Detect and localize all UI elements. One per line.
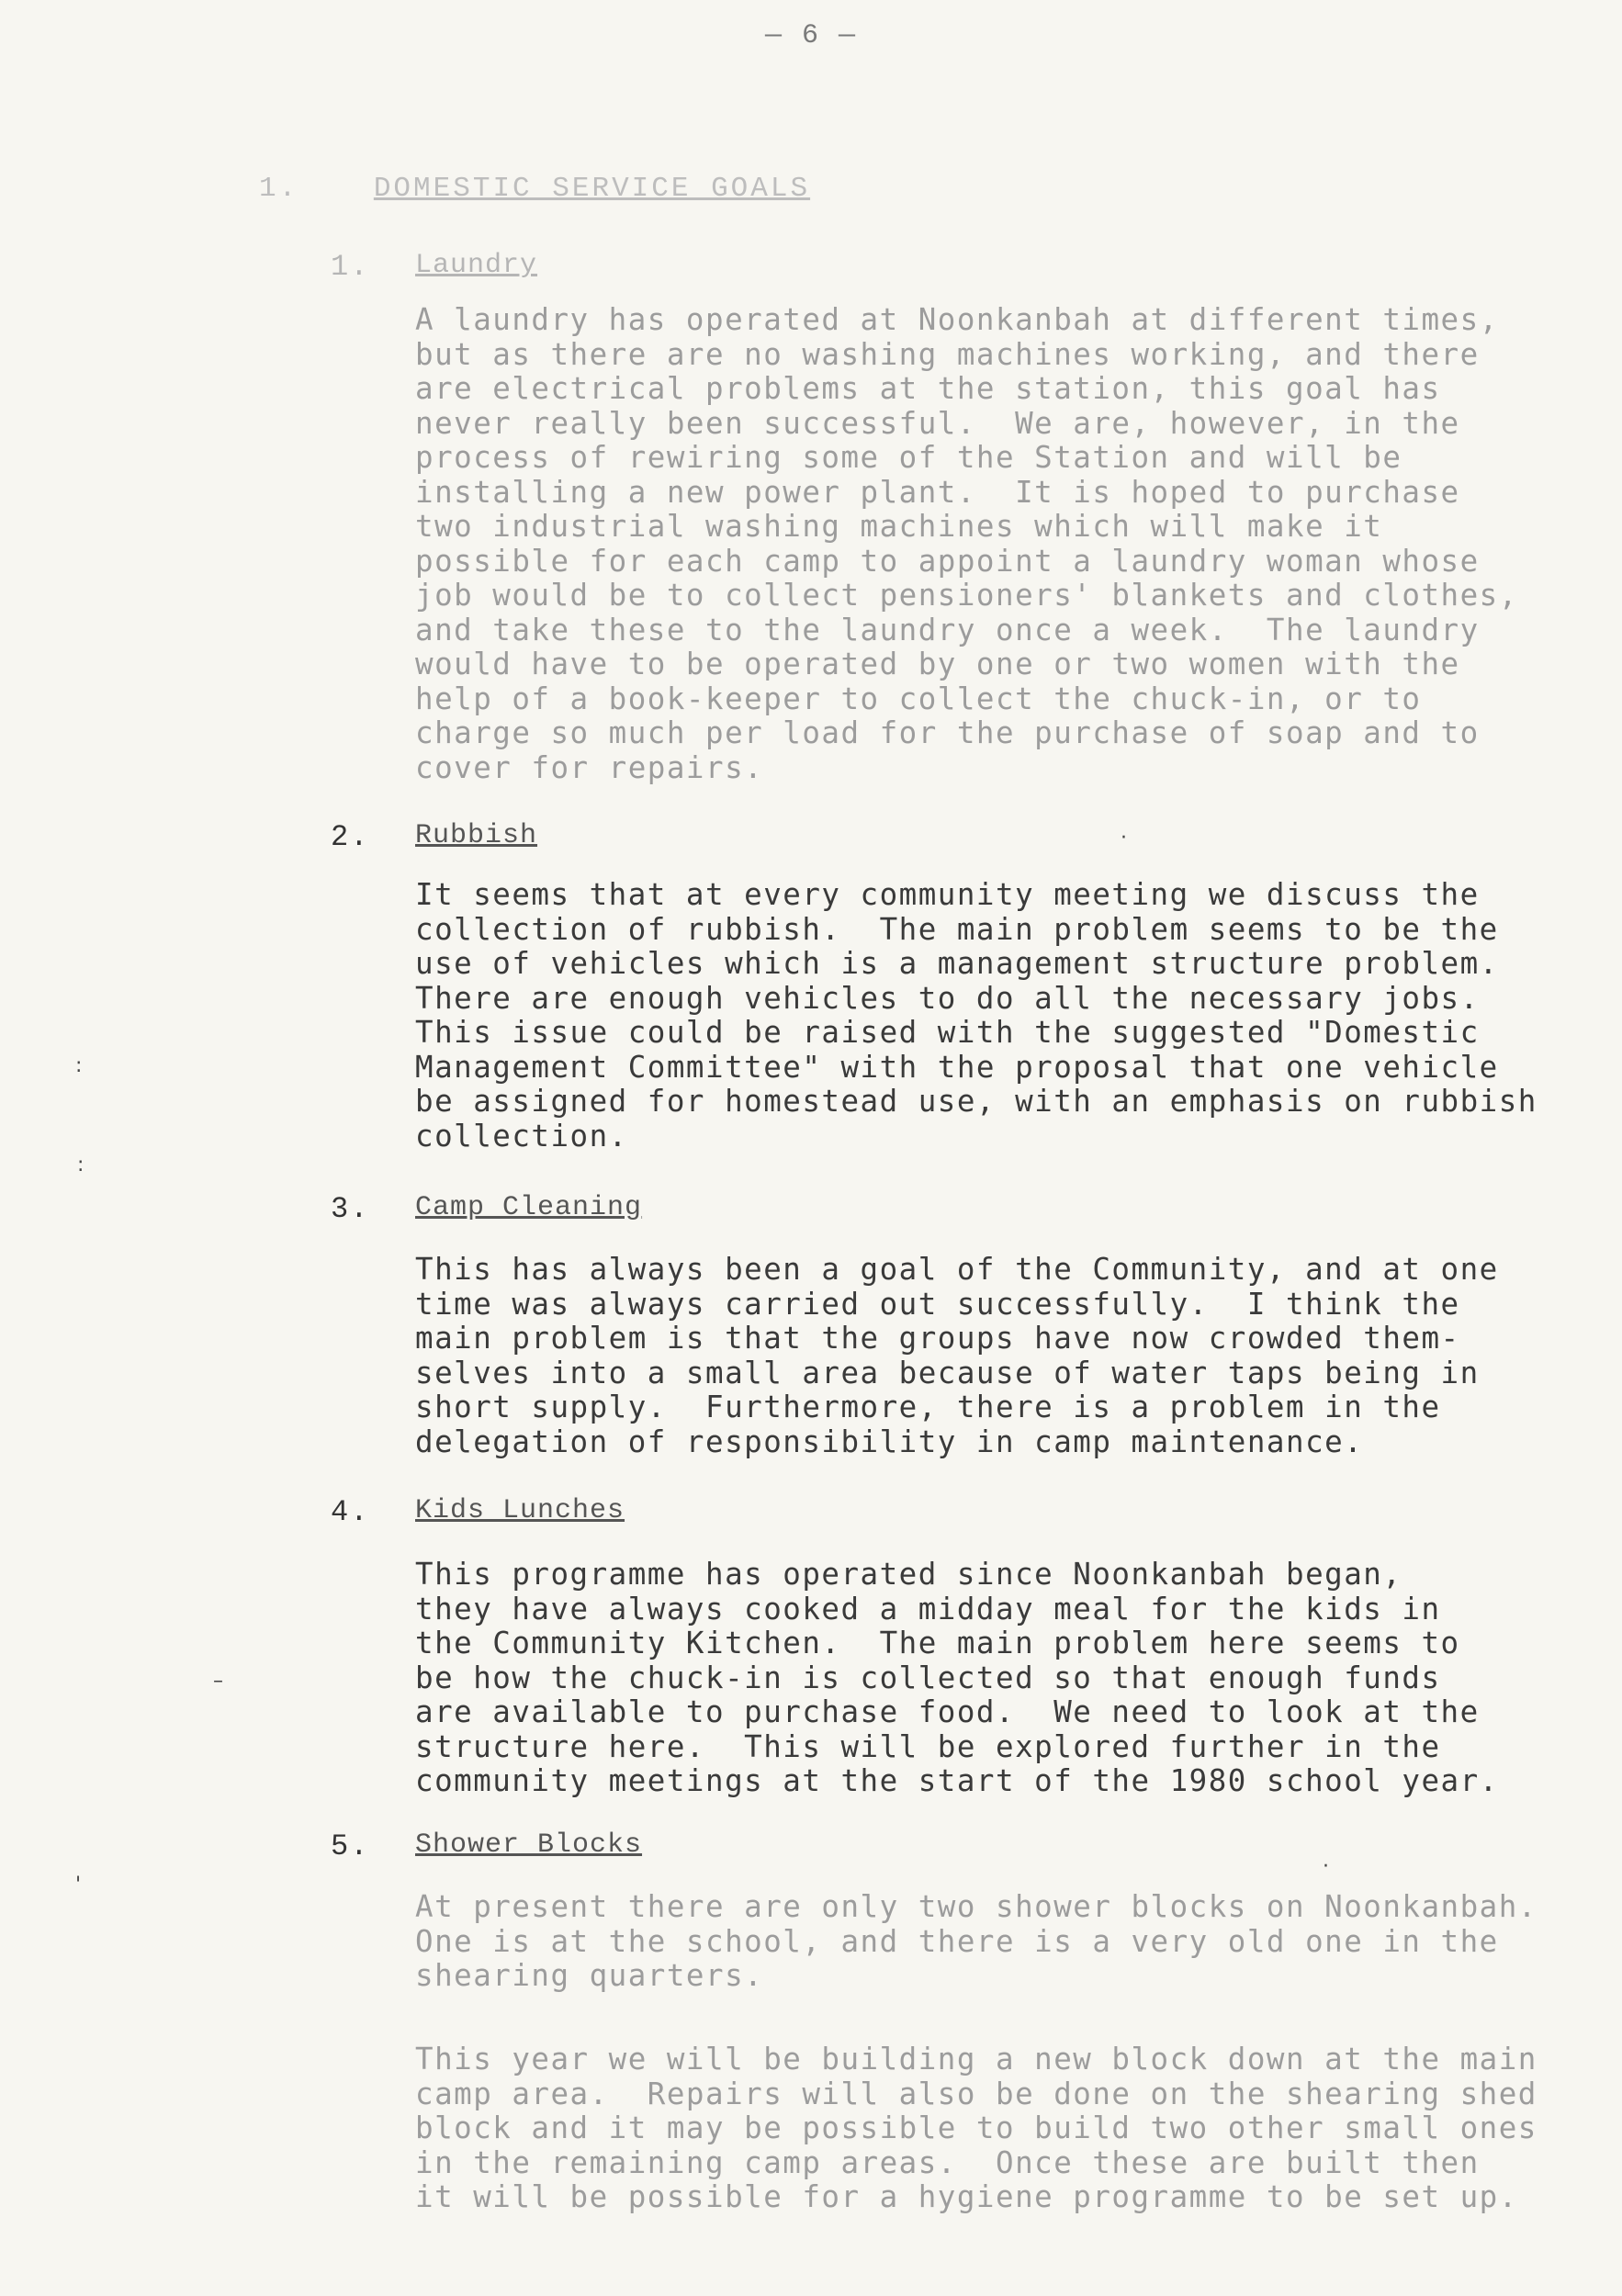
item-number-camp-cleaning: 3. <box>331 1192 370 1226</box>
item-title-rubbish: Rubbish <box>415 820 538 851</box>
margin-mark: – <box>213 1670 223 1693</box>
section-number: 1. <box>259 173 299 205</box>
item-title-shower-blocks: Shower Blocks <box>415 1829 643 1861</box>
paragraph-rubbish: It seems that at every community meeting we discuss the collection of rubbish. The main problem seems to be the use of vehicles which is a management structure problem. There are enough vehicles to do all the necessary jobs. This issue could be raised with the suggested "Domestic Management Committee" with the proposal that one vehicle be assigned for homestead use, with an emphasis on rubbish collection. <box>415 877 1538 1154</box>
paragraph-kids-lunches: This programme has operated since Noonkanbah began, they have always cooked a midday meal for the kids in the Community Kitchen. The main problem here seems to be how the chuck-in is collected so that enough funds are available to purchase food. We need to look at the structure here. This will be explored further in the community meetings at the start of the 1980 school year. <box>415 1557 1499 1798</box>
margin-mark: · <box>1323 1855 1329 1878</box>
item-number-shower-blocks: 5. <box>331 1829 370 1863</box>
item-title-camp-cleaning: Camp Cleaning <box>415 1192 643 1223</box>
paragraph-shower-blocks-2: This year we will be building a new block down at the main camp area. Repairs will also be done on the shearing shed block and it may be possible to build two other small ones in the remaining camp areas. Once these are built then it will be possible for a hygiene programme to be set up. <box>415 2042 1538 2214</box>
margin-mark: : <box>77 1154 84 1176</box>
paragraph-camp-cleaning: This has always been a goal of the Community, and at one time was always carried out successfully. I think the main problem is that the groups have now crowded them- selves into a small area because of water taps being in short supply. Furthermore, there is a problem in the delegation of responsibility in camp maintenance. <box>415 1252 1499 1459</box>
section-title: DOMESTIC SERVICE GOALS <box>373 173 811 205</box>
margin-mark: ' <box>75 1874 82 1896</box>
paragraph-shower-blocks-1: At present there are only two shower blocks on Noonkanbah. One is at the school, and there is a very old one in the shearing quarters. <box>415 1889 1538 1993</box>
item-title-laundry: Laundry <box>415 250 538 281</box>
paragraph-laundry: A laundry has operated at Noonkanbah at different times, but as there are no washing machines working, and there are electrical problems at the station, this goal has never really been successful. We are, however, in the process of rewiring some of the Station and will be installing a new power plant. It is hoped to purchase two industrial washing machines which will make it possible for each camp to appoint a laundry woman whose job would be to collect pensioners' blankets and clothes, and take these to the laundry once a week. The laundry would have to be operated by one or two women with the help of a book-keeper to collect the chuck-in, or to charge so much per load for the purchase of soap and to cover for repairs. <box>415 302 1518 785</box>
item-number-kids-lunches: 4. <box>331 1495 370 1529</box>
page-number: — 6 — <box>764 20 857 51</box>
item-number-laundry: 1. <box>331 250 370 284</box>
item-title-kids-lunches: Kids Lunches <box>415 1495 625 1526</box>
margin-mark: · <box>1121 827 1127 850</box>
section-heading <box>259 173 810 205</box>
item-number-rubbish: 2. <box>331 820 370 854</box>
margin-mark: : <box>75 1054 83 1077</box>
